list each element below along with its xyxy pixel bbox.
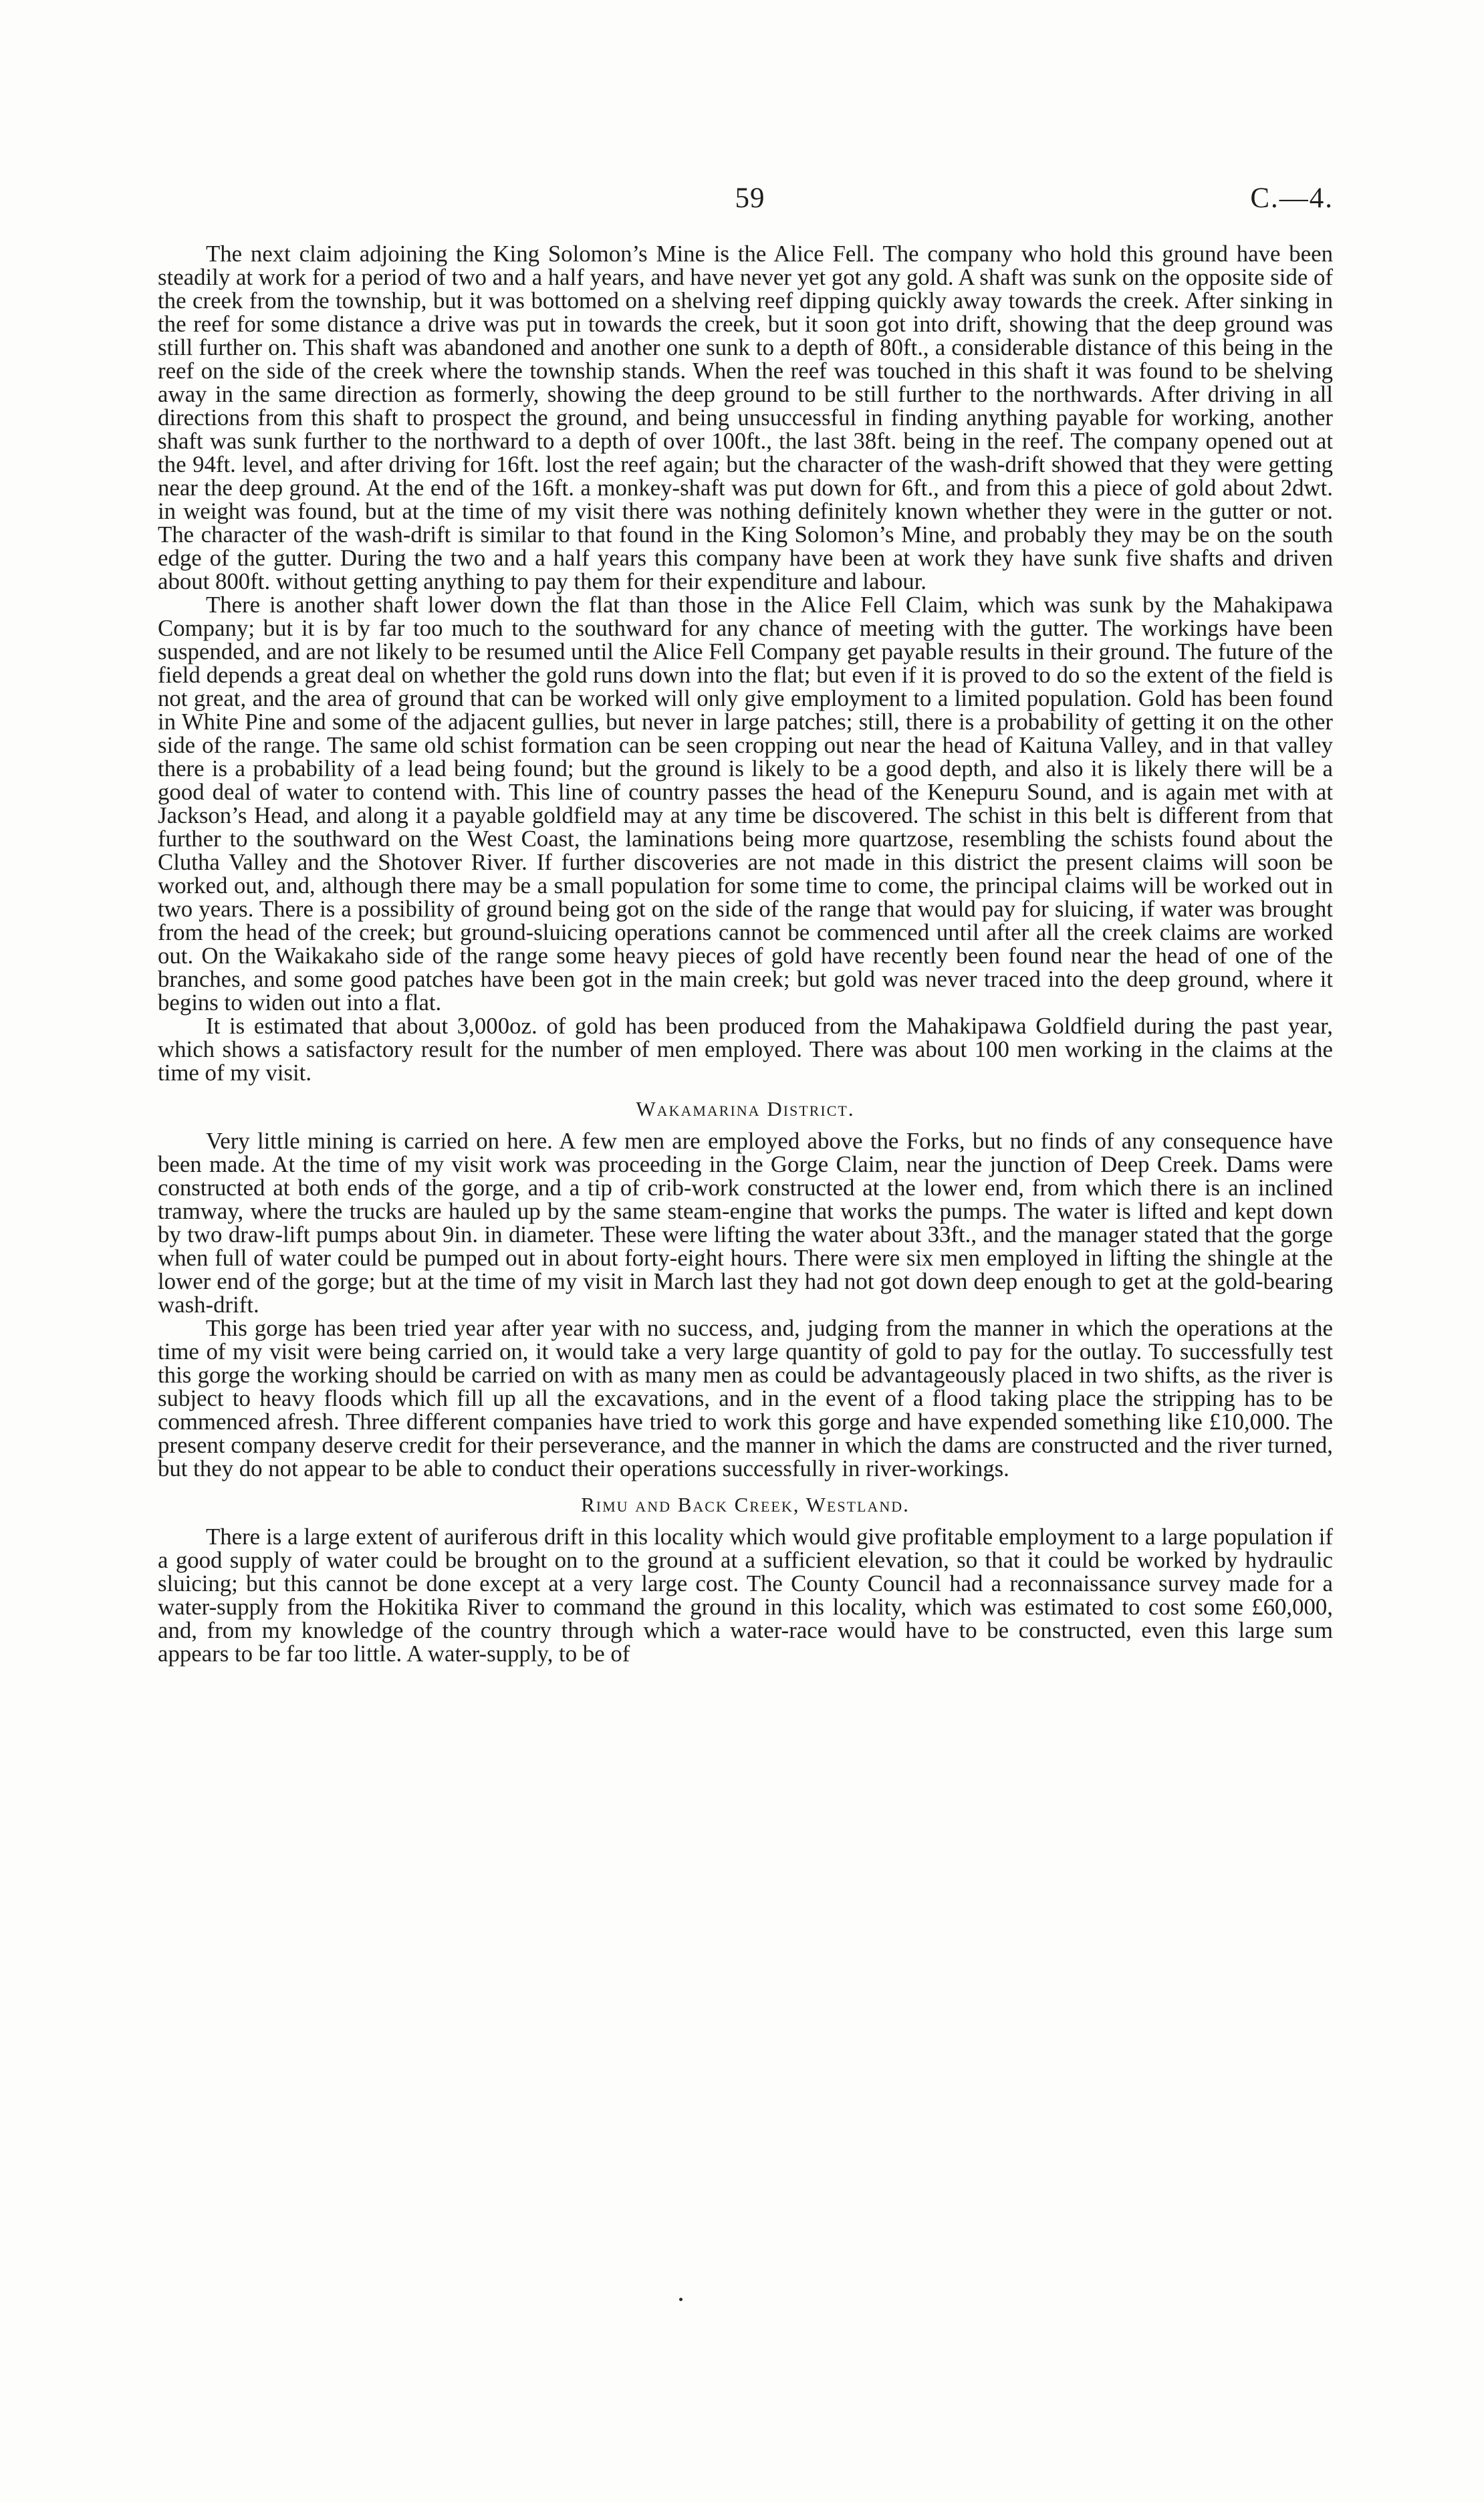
paragraph-alice-fell: The next claim adjoining the King Solomon’s Mine is the Alice Fell. The company who hold this ground have been steadily at work for a period of two and a half years, and have never yet got any gold. A shaft was sunk on the opposite side of the creek from the township, but it was bottomed on a shelving reef dipping quickly away towards the creek. After sinking in the reef for some distance a drive was put in towards the creek, but it soon got into drift, showing that the deep ground was still further on. This shaft was abandoned and another one sunk to a depth of 80ft., a considerable distance of this being in the reef on the side of the creek where the township stands. When the reef was touched in this shaft it was found to be shelving away in the same direction as formerly, showing the deep ground to be still further to the northwards. After driving in all directions from this shaft to prospect the ground, and being unsuccessful in finding anything payable for working, another shaft was sunk further to the northward to a depth of over 100ft., the last 38ft. being in the reef. The company opened out at the 94ft. level, and after driving for 16ft. lost the reef again; but the character of the wash-drift showed that they were getting near the deep ground. At the end of the 16ft. a monkey-shaft was put down for 6ft., and from this a piece of gold about 2dwt. in weight was found, but at the time of my visit there was nothing definitely known whether they were in the gutter or not. The character of the wash-drift is similar to that found in the King Solomon’s Mine, and probably they may be on the south edge of the gutter. During the two and a half years this company have been at work they have sunk five shafts and driven about 800ft. without getting anything to pay them for their expenditure and labour. (158, 241, 1333, 594)
paragraph-auriferous-drift: There is a large extent of auriferous drift in this locality which would give profitable employment to a large population if a good supply of water could be brought on to the ground at a sufficient elevation, so that it could be worked by hydraulic sluicing; but this cannot be done except at a very large cost. The County Council had a reconnaissance survey made for a water-supply from the Hokitika River to command the ground in this locality, which was estimated to cost some £60,000, and, from my knowledge of the country through which a water-race would have to be constructed, even this large sum appears to be far too little. A water-supply, to be of (158, 1524, 1333, 1667)
paragraph-mahakipawa-shaft: There is another shaft lower down the flat than those in the Alice Fell Claim, which was sunk by the Mahakipawa Company; but it is by far too much to the southward for any chance of meeting with the gutter. The workings have been suspended, and are not likely to be resumed until the Alice Fell Company get payable results in their ground. The future of the field depends a great deal on whether the gold runs down into the flat; but even if it is proved to do so the extent of the field is not great, and the area of ground that can be worked will only give employment to a limited population. Gold has been found in White Pine and some of the adjacent gullies, but never in large patches; still, there is a probability of getting it on the other side of the range. The same old schist formation can be seen cropping out near the head of Kaituna Valley, and in that valley there is a probability of a lead being found; but the ground is likely to be a good depth, and also it is likely there will be a good deal of water to contend with. This line of country passes the head of the Kenepuru Sound, and is again met with at Jackson’s Head, and along it a payable goldfield may at any time be discovered. The schist in this belt is different from that further to the southward on the West Coast, the laminations being more quartzose, resembling the schists found about the Clutha Valley and the Shotover River. If further discoveries are not made in this district the present claims will soon be worked out, and, although there may be a small population for some time to come, the principal claims will be worked out in two years. There is a possibility of ground being got on the side of the range that would pay for sluicing, if water was brought from the head of the creek; but ground-sluicing operations cannot be commenced until after all the creek claims are worked out. On the Waikakaho side of the range some heavy pieces of gold have recently been found near the head of one of the branches, and some good patches have been got in the main creek; but gold was never traced into the deep ground, where it begins to widen out into a flat. (158, 592, 1333, 1016)
body-text (158, 242, 1333, 1665)
heading-rimu-back-creek: Rimu and Back Creek, Westland. (581, 1493, 910, 1516)
page-number: 59 (735, 183, 765, 214)
heading-wakamarina-district: Wakamarina District. (636, 1097, 855, 1120)
printer-dot-mark (679, 2298, 683, 2301)
document-reference: C.—4. (1250, 183, 1334, 214)
paragraph-gorge-trials: This gorge has been tried year after year with no success, and, judging from the manner in which the operations at the time of my visit were being carried on, it would take a very large quantity of gold to pay for the outlay. To successfully test this gorge the working should be carried on with as many men as could be advantageously placed in two shifts, as the river is subject to heavy floods which fill up all the excavations, and in the event of a flood taking place the stripping has to be commenced afresh. Three different companies have tried to work this gorge and have expended something like £10,000. The present company deserve credit for their perseverance, and the manner in which the dams are constructed and the river turned, but they do not appear to be able to conduct their operations successfully in river-workings. (158, 1315, 1333, 1481)
paragraph-wakamarina-gorge: Very little mining is carried on here. A few men are employed above the Forks, but no finds of any consequence have been made. At the time of my visit work was proceeding in the Gorge Claim, near the junction of Deep Creek. Dams were constructed at both ends of the gorge, and a tip of crib-work constructed at the lower end, from which there is an inclined tramway, where the trucks are hauled up by the same steam-engine that works the pumps. The water is lifted and kept down by two draw-lift pumps about 9in. in diameter. These were lifting the water about 33ft., and the manager stated that the gorge when full of water could be pumped out in about forty-eight hours. There were six men employed in lifting the shingle at the lower end of the gorge; but at the time of my visit in March last they had not got down deep enough to get at the gold-bearing wash-drift. (158, 1128, 1333, 1318)
paragraph-gold-estimate: It is estimated that about 3,000oz. of gold has been produced from the Mahakipawa Goldfield during the past year, which shows a satisfactory result for the number of men employed. There was about 100 men working in the claims at the time of my visit. (158, 1013, 1333, 1086)
